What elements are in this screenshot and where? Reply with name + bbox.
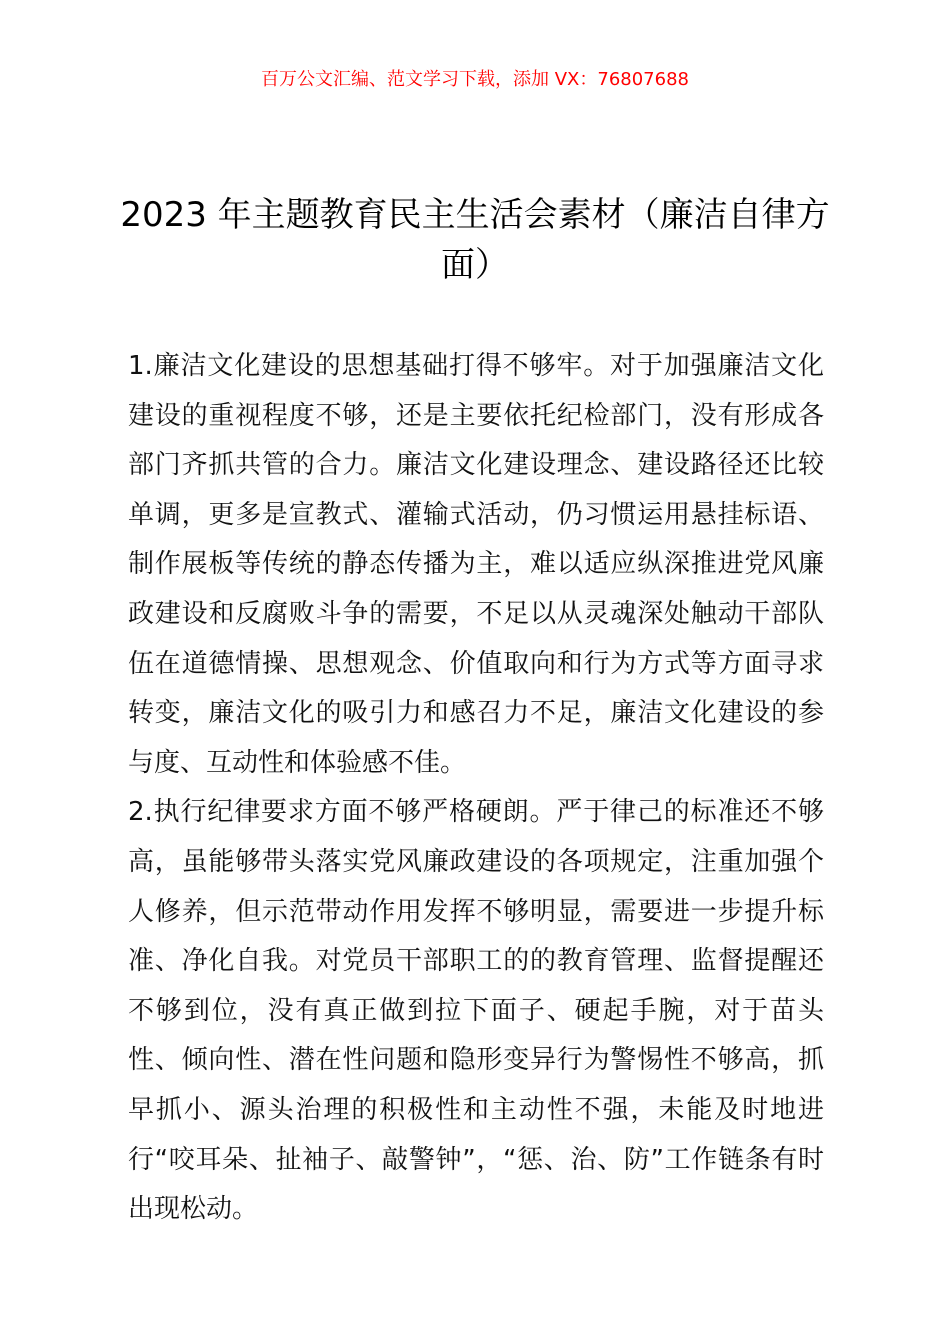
document-body: [128, 342, 824, 1235]
paragraph-1: 1.廉洁文化建设的思想基础打得不够牢。对于加强廉洁文化建设的重视程度不够，还是主要依托纪检部门，没有形成各部门齐抓共管的合力。廉洁文化建设理念、建设路径还比较单调，更多是宣教式、灌输式活动，仍习惯运用悬挂标语、制作展板等传统的静态传播为主，难以适应纵深推进党风廉政建设和反腐败斗争的需要，不足以从灵魂深处触动干部队伍在道德情操、思想观念、价值取向和行为方式等方面寻求转变，廉洁文化的吸引力和感召力不足，廉洁文化建设的参与度、互动性和体验感不佳。: [128, 351, 824, 778]
header-watermark-note: 百万公文汇编、范文学习下载，添加 VX：76807688: [261, 69, 689, 90]
paragraph-2: 2.执行纪律要求方面不够严格硬朗。严于律己的标准还不够高，虽能够带头落实党风廉政建设的各项规定，注重加强个人修养，但示范带动作用发挥不够明显，需要进一步提升标准、净化自我。对党员干部职工的的教育管理、监督提醒还不够到位，没有真正做到拉下面子、硬起手腕，对于苗头性、倾向性、潜在性问题和隐形变异行为警惕性不够高，抓早抓小、源头治理的积极性和主动性不强，未能及时地进行“咬耳朵、扯袖子、敲警钟”，“惩、治、防”工作链条有时出现松动。: [128, 797, 824, 1225]
document-title: 2023 年主题教育民主生活会素材（廉洁自律方面）: [120, 195, 830, 285]
